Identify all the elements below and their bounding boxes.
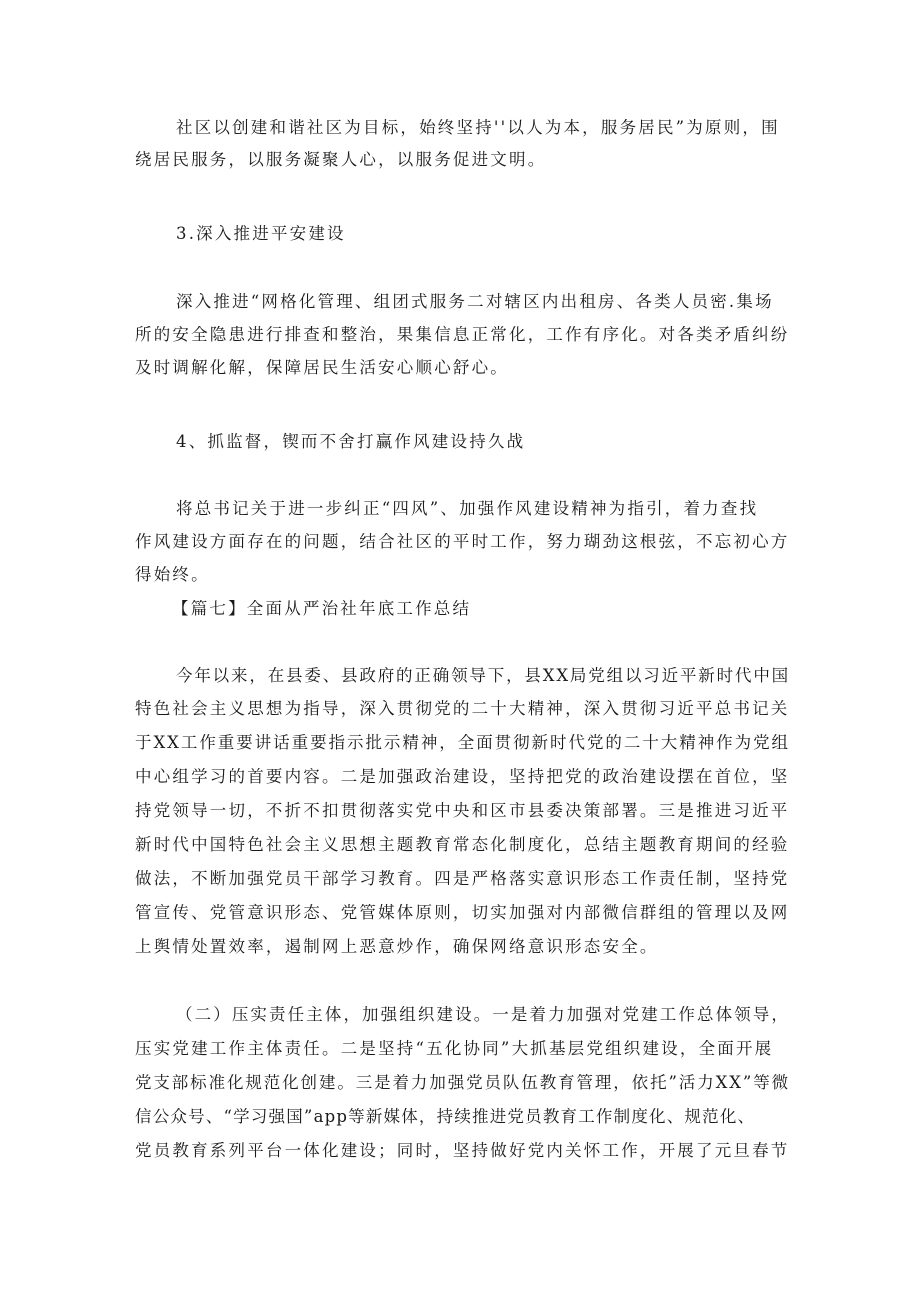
paragraph-line: 持党领导一切，不折不扣贯彻落实党中央和区市县委决策部署。三是推进习近平	[135, 801, 790, 820]
paragraph-line: 于XX工作重要讲话重要指示批示精神，全面贯彻新时代党的二十大精神作为党组	[135, 733, 790, 752]
paragraph-line: 将总书记关于进一步纠正“四风”、加强作风建设精神为指引，着力查找	[176, 499, 759, 518]
section-heading: 3.深入推进平安建设	[176, 224, 346, 243]
article-title: 【篇七】全面从严治社年底工作总结	[172, 599, 472, 618]
paragraph-line: 社区以创建和谐社区为目标，始终坚持''以人为本，服务居民”为原则，围	[176, 118, 780, 137]
paragraph-line: 及时调解化解，保障居民生活安心顺心舒心。	[135, 358, 509, 377]
paragraph-line: 绕居民服务，以服务凝聚人心，以服务促进文明。	[135, 150, 547, 169]
paragraph-line: 中心组学习的首要内容。二是加强政治建设，坚持把党的政治建设摆在首位，坚	[135, 767, 790, 786]
paragraph-line: 压实党建工作主体责任。二是坚持“五化协同”大抓基层党组织建设，全面开展	[135, 1039, 774, 1058]
paragraph-line: 今年以来，在县委、县政府的正确领导下，县XX局党组以习近平新时代中国	[176, 666, 790, 685]
paragraph-line: 深入推进“网格化管理、组团式服务二对辖区内出租房、各类人员密.集场	[176, 292, 774, 311]
paragraph-line: 信公众号、“学习强国”app等新媒体，持续推进党员教育工作制度化、规范化、	[135, 1107, 756, 1126]
paragraph-line: 管宣传、党管意识形态、党管媒体原则，切实加强对内部微信群组的管理以及网	[135, 903, 790, 922]
paragraph-line: 新时代中国特色社会主义思想主题教育常态化制度化，总结主题教育期间的经验	[135, 835, 790, 854]
paragraph-line: 做法，不断加强党员干部学习教育。四是严格落实意识形态工作责任制，坚持党	[135, 869, 790, 888]
paragraph-line: 特色社会主义思想为指导，深入贯彻党的二十大精神，深入贯彻习近平总书记关	[135, 699, 790, 718]
paragraph-line: （二）压实责任主体，加强组织建设。一是着力加强对党建工作总体领导，	[176, 1005, 790, 1024]
paragraph-line: 上舆情处置效率，遏制网上恶意炒作，确保网络意识形态安全。	[135, 937, 659, 956]
section-heading: 4、抓监督，锲而不舍打赢作风建设持久战	[176, 432, 526, 451]
paragraph-line: 作风建设方面存在的问题，结合社区的平时工作，努力瑚劲这根弦，不忘初心方	[135, 532, 790, 551]
paragraph-line: 党支部标准化规范化创建。三是着力加强党员队伍教育管理，依托”活力XX”等微	[135, 1073, 790, 1092]
paragraph-line: 所的安全隐患进行排查和整治，果集信息正常化，工作有序化。对各类矛盾纠纷	[135, 325, 790, 344]
paragraph-line: 得始终。	[135, 565, 210, 584]
paragraph-line: 党员教育系列平台一体化建设；同时，坚持做好党内关怀工作，开展了元旦春节	[135, 1141, 790, 1160]
